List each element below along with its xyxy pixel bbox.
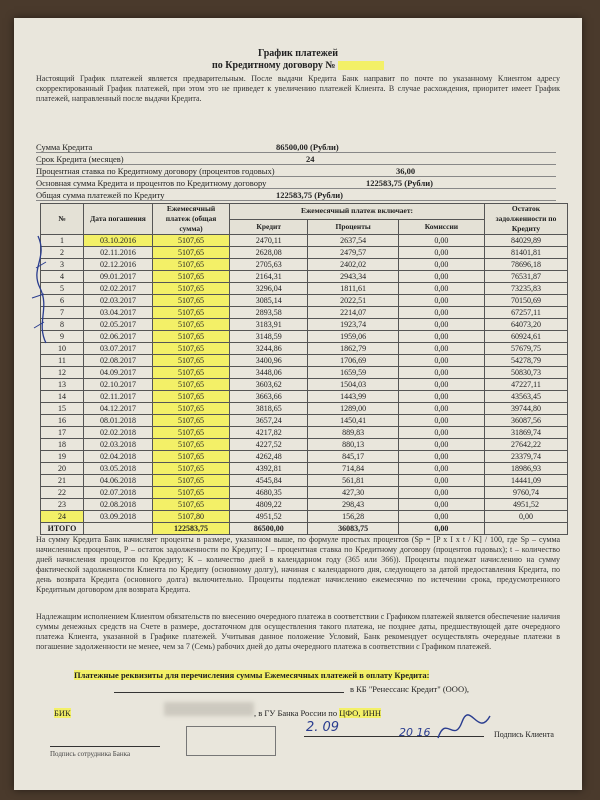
table-cell: 04.09.2017	[84, 367, 153, 379]
table-cell: 64073,20	[485, 319, 568, 331]
table-cell: 6	[41, 295, 84, 307]
table-cell: 36087,56	[485, 415, 568, 427]
intro-paragraph: Настоящий График платежей является предварительным. После выдачи Кредита Банк направит по почте по указанному Клиентом адресу скорректированный График платежей, при этом это не приведет к увеличению платежей Клиента. В случае расхождения, приоритет имеет График платежей, направленный после выдачи Кредита.	[36, 74, 560, 103]
table-row	[41, 415, 568, 427]
table-cell: 14441,09	[485, 475, 568, 487]
table-cell: 02.02.2018	[84, 427, 153, 439]
table-cell: 0,00	[398, 343, 484, 355]
table-cell: 3148,59	[230, 331, 308, 343]
table-cell: 70150,69	[485, 295, 568, 307]
table-cell: 02.11.2017	[84, 391, 153, 403]
table-cell: 03.04.2017	[84, 307, 153, 319]
handwritten-date: 2. 09	[306, 720, 340, 735]
table-cell: 5107,65	[153, 415, 230, 427]
title-line-2	[14, 60, 582, 72]
table-row	[41, 283, 568, 295]
table-cell: 1811,61	[308, 283, 398, 295]
table-cell: 0,00	[398, 463, 484, 475]
table-cell: 3	[41, 259, 84, 271]
table-cell: 0,00	[398, 475, 484, 487]
table-row	[41, 247, 568, 259]
redacted-details	[164, 702, 254, 716]
table-cell: 73235,83	[485, 283, 568, 295]
table-body	[41, 235, 568, 535]
interest-paragraph: На сумму Кредита Банк начисляет проценты в размере, указанном выше, по формуле простых процентов (Sp = [P x I x t / K] / 100, где Sp – сумма начисленных процентов, P – остаток задолженности по Кредиту; I – процентная ставка по Кредитному договору (процентов годовых); t – количество дней начисления процентов по Кредиту; K – количество дней в календарном году (365 или 366)). Проценты подлежат начислению на сумму фактической задолженности Клиента по Кредиту (основному долгу), начиная с календарного дня, следующего за датой предоставления Кредита, по день возврата Кредита (основного долга) включительно. Проценты подлежат начислению ежемесячно по истечении срока, предусмотренного Кредитным договором для возврата Кредита.	[36, 535, 560, 594]
table-row	[41, 475, 568, 487]
table-cell: 18	[41, 439, 84, 451]
table-cell: 5107,65	[153, 331, 230, 343]
total-cell: 122583,75	[153, 523, 230, 535]
param-label: Основная сумма Кредита и процентов по Кредитному договору	[36, 178, 267, 188]
table-cell: 8	[41, 319, 84, 331]
table-cell: 39744,80	[485, 403, 568, 415]
signature-scribble	[434, 708, 494, 748]
table-cell: 714,84	[308, 463, 398, 475]
table-total-row	[41, 523, 568, 535]
table-cell: 11	[41, 355, 84, 367]
table-cell: 3657,24	[230, 415, 308, 427]
table-cell: 4262,48	[230, 451, 308, 463]
table-cell: 0,00	[398, 271, 484, 283]
table-cell: 5107,65	[153, 463, 230, 475]
table-cell: 1959,06	[308, 331, 398, 343]
table-cell: 0,00	[398, 283, 484, 295]
table-cell: 27642,22	[485, 439, 568, 451]
table-cell: 03.05.2018	[84, 463, 153, 475]
table-cell: 54278,79	[485, 355, 568, 367]
table-cell: 5107,80	[153, 511, 230, 523]
table-row	[41, 307, 568, 319]
table-row	[41, 427, 568, 439]
table-cell: 17	[41, 427, 84, 439]
table-cell: 1450,41	[308, 415, 398, 427]
table-cell: 81401,81	[485, 247, 568, 259]
table-cell: 5107,65	[153, 307, 230, 319]
table-cell: 5107,65	[153, 391, 230, 403]
table-cell: 02.03.2017	[84, 295, 153, 307]
table-cell: 5107,65	[153, 259, 230, 271]
table-cell: 2214,07	[308, 307, 398, 319]
table-cell: 84029,89	[485, 235, 568, 247]
table-cell: 4680,35	[230, 487, 308, 499]
table-cell: 880,13	[308, 439, 398, 451]
table-cell: 50830,73	[485, 367, 568, 379]
table-row	[41, 499, 568, 511]
table-cell: 10	[41, 343, 84, 355]
table-cell: 31869,74	[485, 427, 568, 439]
table-cell: 2637,54	[308, 235, 398, 247]
payment-schedule-table	[40, 203, 568, 535]
obligation-paragraph: Надлежащим исполнением Клиентом обязательств по внесению очередного платежа в соответствии с Графиком платежей является обеспечение наличия суммы денежных средств на Счете в размере, достаточном для осуществления такого платежа, не позднее даты, предшествующей дате очередного платежа Клиента, указанной в Графике платежей. Учитывая данное положение Условий, Банк рекомендует осуществлять очередные платежи в погашение задолженности не менее, чем за 7 (Семь) рабочих дней до даты очередного платежа в соответствии с Графиком платежей.	[36, 612, 560, 651]
table-cell: 47227,11	[485, 379, 568, 391]
table-cell: 0,00	[398, 439, 484, 451]
table-cell: 14	[41, 391, 84, 403]
table-cell: 2943,34	[308, 271, 398, 283]
table-cell: 15	[41, 403, 84, 415]
param-value: 122583,75 (Рубли)	[276, 190, 343, 200]
table-cell: 0,00	[398, 319, 484, 331]
table-row	[41, 451, 568, 463]
table-cell: 3663,66	[230, 391, 308, 403]
header-cell: Остаток задолженности по Кредиту	[485, 204, 568, 235]
table-cell: 0,00	[398, 427, 484, 439]
title-line-2-text: по Кредитному договору №	[212, 60, 336, 71]
table-cell: 03.10.2016	[84, 235, 153, 247]
table-cell: 1	[41, 235, 84, 247]
central-bank-text	[254, 708, 381, 718]
param-value: 36,00	[396, 166, 416, 176]
table-cell: 4809,22	[230, 499, 308, 511]
table-cell: 0,00	[398, 403, 484, 415]
table-cell: 4392,81	[230, 463, 308, 475]
param-value: 122583,75 (Рубли)	[366, 178, 433, 188]
table-cell: 5107,65	[153, 439, 230, 451]
redacted-number	[338, 61, 384, 70]
table-cell: 23379,74	[485, 451, 568, 463]
document-page	[14, 18, 582, 790]
table-cell: 427,30	[308, 487, 398, 499]
table-cell: 19	[41, 451, 84, 463]
table-cell: 5107,65	[153, 247, 230, 259]
cb-prefix: , в ГУ Банка России по	[254, 708, 340, 718]
table-cell: 5107,65	[153, 475, 230, 487]
table-cell: 3296,04	[230, 283, 308, 295]
requisites-heading	[74, 670, 429, 680]
bank-stamp	[186, 726, 276, 756]
table-cell: 0,00	[398, 487, 484, 499]
table-row	[41, 439, 568, 451]
table-row	[41, 259, 568, 271]
table-cell: 4227,52	[230, 439, 308, 451]
total-cell: 0,00	[398, 523, 484, 535]
table-cell: 5107,65	[153, 487, 230, 499]
table-cell: 889,83	[308, 427, 398, 439]
table-cell: 5107,65	[153, 367, 230, 379]
title-line-1: График платежей	[257, 48, 339, 59]
param-label: Общая сумма платежей по Кредиту	[36, 190, 165, 200]
total-cell: 36083,75	[308, 523, 398, 535]
header-cell: Ежемесячный платеж (общая сумма)	[153, 204, 230, 235]
table-cell: 0,00	[398, 415, 484, 427]
table-row	[41, 235, 568, 247]
table-cell: 2470,11	[230, 235, 308, 247]
table-cell: 9760,74	[485, 487, 568, 499]
table-row	[41, 295, 568, 307]
table-cell: 3448,06	[230, 367, 308, 379]
table-cell: 67257,11	[485, 307, 568, 319]
table-cell: 2022,51	[308, 295, 398, 307]
table-cell: 0,00	[398, 499, 484, 511]
table-cell: 3085,14	[230, 295, 308, 307]
table-cell: 02.02.2017	[84, 283, 153, 295]
param-label: Процентная ставка по Кредитному договору (процентов годовых)	[36, 166, 275, 176]
table-cell: 02.10.2017	[84, 379, 153, 391]
table-cell: 03.07.2017	[84, 343, 153, 355]
table-cell: 1706,69	[308, 355, 398, 367]
table-cell: 2164,31	[230, 271, 308, 283]
table-cell: 1659,59	[308, 367, 398, 379]
header-cell: Дата погашения	[84, 204, 153, 235]
table-cell: 4545,84	[230, 475, 308, 487]
table-cell: 5107,65	[153, 379, 230, 391]
table-cell: 60924,61	[485, 331, 568, 343]
table-cell: 2628,08	[230, 247, 308, 259]
table-row	[41, 511, 568, 523]
table-cell: 7	[41, 307, 84, 319]
table-cell: 0,00	[485, 511, 568, 523]
param-value: 86500,00 (Рубли)	[276, 142, 339, 152]
table-row	[41, 379, 568, 391]
param-label: Сумма Кредита	[36, 142, 93, 152]
table-cell: 76531,87	[485, 271, 568, 283]
total-cell	[84, 523, 153, 535]
table-cell: 2479,57	[308, 247, 398, 259]
table-cell: 04.06.2018	[84, 475, 153, 487]
table-cell: 0,00	[398, 307, 484, 319]
table-cell: 9	[41, 331, 84, 343]
table-cell: 12	[41, 367, 84, 379]
header-cell: Комиссии	[398, 219, 484, 235]
table-cell: 0,00	[398, 391, 484, 403]
table-cell: 3603,62	[230, 379, 308, 391]
table-row	[41, 487, 568, 499]
table-cell: 5107,65	[153, 295, 230, 307]
total-cell	[485, 523, 568, 535]
param-label: Срок Кредита (месяцев)	[36, 154, 124, 164]
handwritten-year: 20 16	[399, 726, 431, 739]
table-cell: 18986,93	[485, 463, 568, 475]
header-cell: Кредит	[230, 219, 308, 235]
employee-line	[50, 746, 160, 747]
table-cell: 43563,45	[485, 391, 568, 403]
bik-text: БИК	[54, 708, 71, 718]
table-cell: 0,00	[398, 331, 484, 343]
table-cell: 5107,65	[153, 271, 230, 283]
table-cell: 5107,65	[153, 427, 230, 439]
param-row	[36, 142, 556, 153]
table-cell: 0,00	[398, 379, 484, 391]
table-cell: 02.06.2017	[84, 331, 153, 343]
loan-parameters	[36, 142, 556, 202]
table-cell: 02.11.2016	[84, 247, 153, 259]
table-cell: 4951,52	[230, 511, 308, 523]
table-cell: 20	[41, 463, 84, 475]
param-row	[36, 190, 556, 201]
table-cell: 298,43	[308, 499, 398, 511]
table-cell: 13	[41, 379, 84, 391]
requisites-heading-text: Платежные реквизиты для перечисления суммы Ежемесячных платежей в оплату Кредита:	[74, 670, 430, 680]
table-cell: 0,00	[398, 259, 484, 271]
table-cell: 2402,02	[308, 259, 398, 271]
param-row	[36, 166, 556, 177]
header-cell: Проценты	[308, 219, 398, 235]
bank-name: в КБ "Ренессанс Кредит" (ООО),	[350, 684, 470, 694]
param-row	[36, 178, 556, 189]
table-cell: 4951,52	[485, 499, 568, 511]
table-cell: 5107,65	[153, 403, 230, 415]
table-row	[41, 343, 568, 355]
table-cell: 3183,91	[230, 319, 308, 331]
table-row	[41, 463, 568, 475]
table-cell: 1504,03	[308, 379, 398, 391]
table-cell: 0,00	[398, 355, 484, 367]
table-cell: 24	[41, 511, 84, 523]
bank-name-line	[114, 692, 344, 693]
table-cell: 16	[41, 415, 84, 427]
table-cell: 4	[41, 271, 84, 283]
bank-employee-label: Подпись сотрудника Банка	[50, 750, 131, 758]
table-cell: 0,00	[398, 367, 484, 379]
header-cell: №	[41, 204, 84, 235]
table-cell: 02.08.2017	[84, 355, 153, 367]
param-row	[36, 154, 556, 165]
handwritten-margin-note	[26, 228, 56, 348]
table-cell: 561,81	[308, 475, 398, 487]
table-cell: 0,00	[398, 235, 484, 247]
table-row	[41, 331, 568, 343]
table-cell: 5107,65	[153, 283, 230, 295]
table-cell: 3244,86	[230, 343, 308, 355]
table-cell: 1862,79	[308, 343, 398, 355]
param-value: 24	[306, 154, 315, 164]
table-cell: 3400,96	[230, 355, 308, 367]
table-cell: 57679,75	[485, 343, 568, 355]
table-cell: 5107,65	[153, 451, 230, 463]
table-cell: 845,17	[308, 451, 398, 463]
table-cell: 04.12.2017	[84, 403, 153, 415]
table-cell: 22	[41, 487, 84, 499]
total-cell: ИТОГО	[41, 523, 84, 535]
bik-label	[54, 708, 71, 718]
table-cell: 4217,82	[230, 427, 308, 439]
table-cell: 5107,65	[153, 319, 230, 331]
table-cell: 156,28	[308, 511, 398, 523]
table-cell: 0,00	[398, 451, 484, 463]
table-row	[41, 319, 568, 331]
table-cell: 02.03.2018	[84, 439, 153, 451]
header-cell: Ежемесячный платеж включает:	[230, 204, 485, 220]
table-cell: 1443,99	[308, 391, 398, 403]
total-cell: 86500,00	[230, 523, 308, 535]
table-cell: 1923,74	[308, 319, 398, 331]
table-cell: 0,00	[398, 295, 484, 307]
cb-highlight: ЦФО, ИНН	[339, 708, 381, 718]
table-cell: 0,00	[398, 511, 484, 523]
table-row	[41, 367, 568, 379]
table-cell: 3818,65	[230, 403, 308, 415]
table-row	[41, 271, 568, 283]
client-signature-label: Подпись Клиента	[494, 730, 554, 739]
table-cell: 09.01.2017	[84, 271, 153, 283]
table-cell: 1289,00	[308, 403, 398, 415]
table-row	[41, 391, 568, 403]
table-cell: 2	[41, 247, 84, 259]
table-cell: 02.04.2018	[84, 451, 153, 463]
table-cell: 5107,65	[153, 355, 230, 367]
table-row	[41, 403, 568, 415]
table-cell: 02.08.2018	[84, 499, 153, 511]
table-cell: 0,00	[398, 247, 484, 259]
table-cell: 03.09.2018	[84, 511, 153, 523]
table-cell: 02.07.2018	[84, 487, 153, 499]
table-cell: 02.12.2016	[84, 259, 153, 271]
table-cell: 5107,65	[153, 343, 230, 355]
table-cell: 5107,65	[153, 235, 230, 247]
table-cell: 5	[41, 283, 84, 295]
table-cell: 02.05.2017	[84, 319, 153, 331]
table-cell: 21	[41, 475, 84, 487]
document-title	[14, 48, 582, 72]
table-cell: 2705,63	[230, 259, 308, 271]
table-cell: 78696,18	[485, 259, 568, 271]
table-cell: 5107,65	[153, 499, 230, 511]
table-cell: 2893,58	[230, 307, 308, 319]
table-cell: 08.01.2018	[84, 415, 153, 427]
table-cell: 23	[41, 499, 84, 511]
table-row	[41, 355, 568, 367]
